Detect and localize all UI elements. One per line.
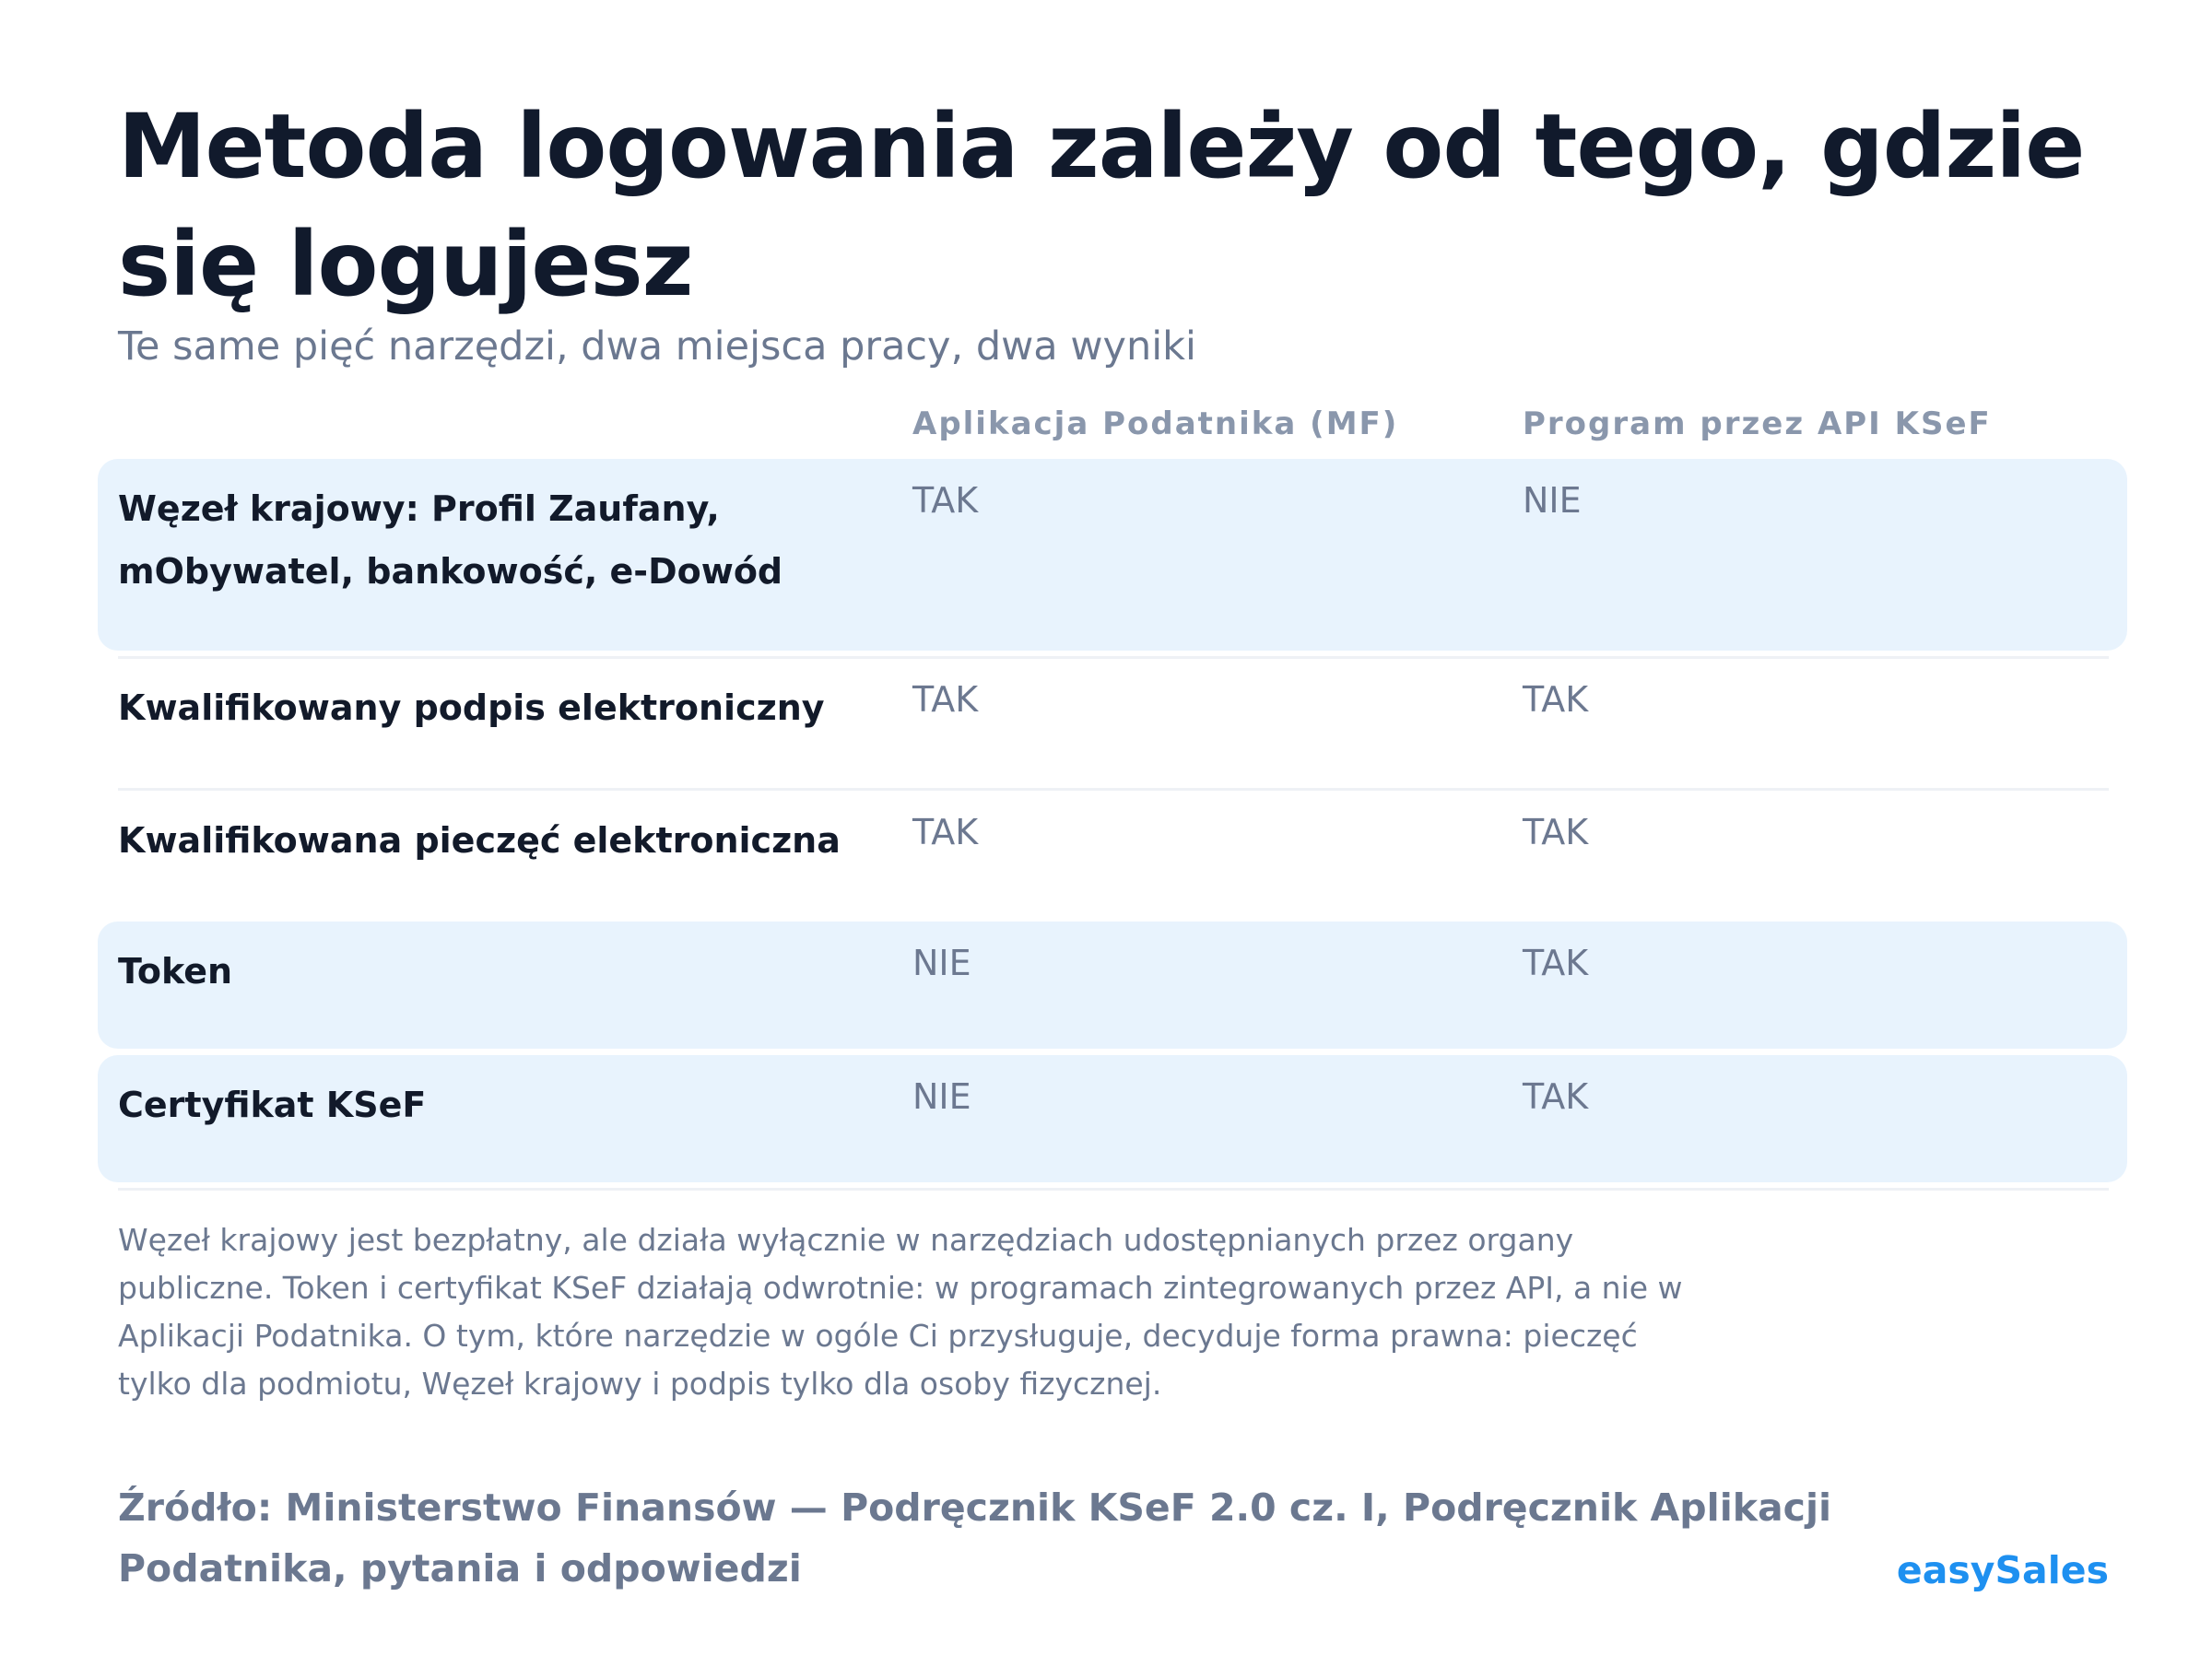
row-label: Kwalifikowany podpis elektroniczny [118, 687, 825, 728]
page-title: Metoda logowania zależy od tego, gdzie się logujesz [118, 95, 2085, 316]
api-value: TAK [1523, 812, 1589, 852]
column-header-api: Program przez API KSeF [1523, 405, 1992, 442]
api-value: NIE [1523, 480, 1582, 521]
api-value: TAK [1523, 943, 1589, 983]
row-label: Węzeł krajowy: Profil Zaufany, mObywatel, bankowość, e-Dowód [118, 488, 783, 592]
column-header-app: Aplikacja Podatnika (MF) [912, 405, 1399, 442]
table-row [98, 459, 2127, 651]
table-row [98, 1055, 2127, 1182]
page-subtitle: Te same pięć narzędzi, dwa miejsca pracy, dwa wyniki [118, 323, 1196, 370]
app-value: NIE [912, 943, 971, 983]
row-divider [118, 1188, 2109, 1191]
api-value: TAK [1523, 679, 1589, 720]
app-value: TAK [912, 812, 979, 852]
table-row [98, 658, 2127, 787]
brand-logo: easySales [1896, 1548, 2109, 1592]
row-label: Kwalifikowana pieczęć elektroniczna [118, 820, 841, 861]
source-citation: Źródło: Ministerstwo Finansów — Podręcznik KSeF 2.0 cz. I, Podręcznik Aplikacji Podatnika, pytania i odpowiedzi [118, 1485, 1832, 1591]
app-value: TAK [912, 679, 979, 720]
app-value: TAK [912, 480, 979, 521]
explanatory-note: Węzeł krajowy jest bezpłatny, ale działa wyłącznie w narzędziach udostępnianych przez organy publiczne. Token i certyfikat KSeF działają odwrotnie: w programach zintegrowanych przez API, a nie w Aplikacji Podatnika. O tym, które narzędzie w ogóle Ci przysługuje, decyduje forma prawna: pieczęć tylko dla podmiotu, Węzeł krajowy i podpis tylko dla osoby fizycznej. [118, 1222, 1683, 1402]
table-row [98, 791, 2127, 920]
api-value: TAK [1523, 1076, 1589, 1117]
app-value: NIE [912, 1076, 971, 1117]
row-label: Certyfikat KSeF [118, 1085, 427, 1125]
row-label: Token [118, 951, 233, 992]
table-row [98, 922, 2127, 1049]
